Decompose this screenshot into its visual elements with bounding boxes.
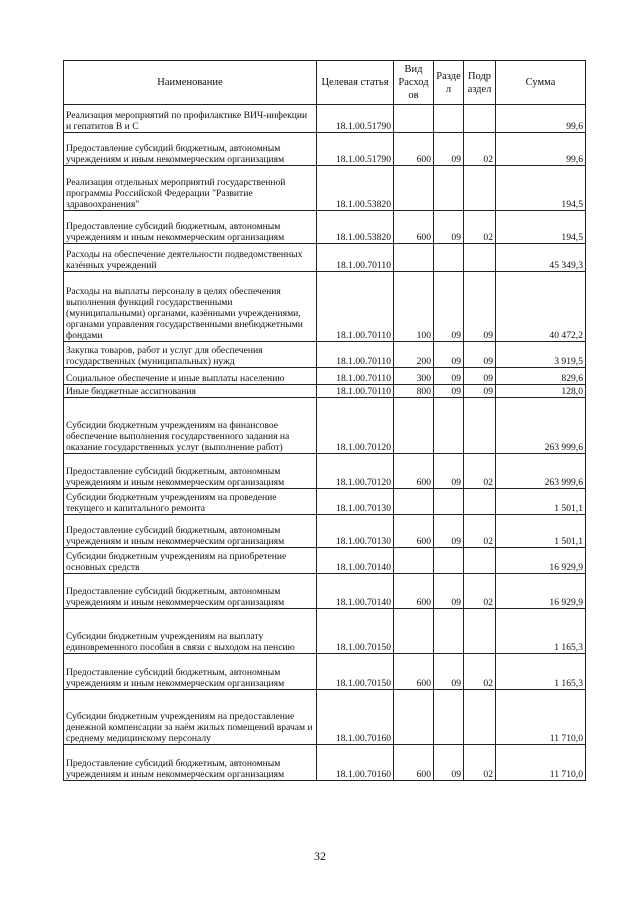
row-article: 18.1.00.70160: [317, 745, 394, 781]
row-name: Закупка товаров, работ и услуг для обеспечения государственных (муниципальных) нужд: [64, 342, 317, 368]
row-section: [434, 398, 464, 454]
row-subsection: 02: [464, 211, 496, 244]
row-expense-type: [394, 244, 434, 272]
row-sum: 263 999,6: [496, 398, 586, 454]
row-article: 18.1.00.70160: [317, 690, 394, 745]
row-section: 09: [434, 342, 464, 368]
row-article: 18.1.00.70140: [317, 574, 394, 609]
row-expense-type: [394, 609, 434, 654]
table-row: [64, 105, 586, 133]
row-section: 09: [434, 574, 464, 609]
row-sum: 3 919,5: [496, 342, 586, 368]
row-article: 18.1.00.70110: [317, 342, 394, 368]
row-article: 18.1.00.70120: [317, 454, 394, 489]
table-row: [64, 385, 586, 398]
row-sum: 128,0: [496, 385, 586, 398]
row-expense-type: 100: [394, 272, 434, 342]
row-article: 18.1.00.70110: [317, 272, 394, 342]
row-sum: 16 929,9: [496, 574, 586, 609]
row-section: 09: [434, 654, 464, 690]
row-section: [434, 690, 464, 745]
table-row: [64, 133, 586, 166]
row-sum: 11 710,0: [496, 745, 586, 781]
row-article: 18.1.00.70150: [317, 609, 394, 654]
row-section: [434, 489, 464, 515]
row-article: 18.1.00.70150: [317, 654, 394, 690]
row-article: 18.1.00.70110: [317, 385, 394, 398]
row-subsection: 09: [464, 272, 496, 342]
row-name: Реализация отдельных мероприятий государственной программы Российской Федерации "Развитие здравоохранения": [64, 166, 317, 211]
row-expense-type: [394, 489, 434, 515]
table-row: [64, 489, 586, 515]
row-subsection: [464, 548, 496, 574]
row-expense-type: [394, 398, 434, 454]
row-name: Расходы на обеспечение деятельности подведомственных казённых учреждений: [64, 244, 317, 272]
table-row: [64, 272, 586, 342]
table-row: [64, 368, 586, 385]
row-section: 09: [434, 385, 464, 398]
table-row: [64, 745, 586, 781]
row-name: Предоставление субсидий бюджетным, автономным учреждениям и иным некоммерческим организациям: [64, 211, 317, 244]
row-subsection: [464, 105, 496, 133]
row-subsection: 02: [464, 454, 496, 489]
table-row: [64, 609, 586, 654]
row-section: 09: [434, 211, 464, 244]
row-name: Предоставление субсидий бюджетным, автономным учреждениям и иным некоммерческим организациям: [64, 515, 317, 548]
row-sum: 1 165,3: [496, 654, 586, 690]
table-row: [64, 211, 586, 244]
row-expense-type: 600: [394, 654, 434, 690]
row-sum: 99,6: [496, 133, 586, 166]
row-section: [434, 548, 464, 574]
row-name: Реализация мероприятий по профилактике ВИЧ-инфекции и гепатитов В и С: [64, 105, 317, 133]
header-article: Целевая статья: [317, 61, 394, 105]
row-name: Предоставление субсидий бюджетным, автономным учреждениям и иным некоммерческим организациям: [64, 133, 317, 166]
row-subsection: [464, 489, 496, 515]
row-article: 18.1.00.53820: [317, 211, 394, 244]
row-name: Иные бюджетные ассигнования: [64, 385, 317, 398]
row-sum: 829,6: [496, 368, 586, 385]
row-sum: 1 501,1: [496, 489, 586, 515]
header-sum: Сумма: [496, 61, 586, 105]
row-expense-type: 600: [394, 515, 434, 548]
table-row: [64, 690, 586, 745]
row-expense-type: 600: [394, 211, 434, 244]
row-expense-type: [394, 548, 434, 574]
table-row: [64, 574, 586, 609]
row-name: Предоставление субсидий бюджетным, автономным учреждениям и иным некоммерческим организациям: [64, 654, 317, 690]
row-subsection: [464, 690, 496, 745]
row-article: 18.1.00.70110: [317, 244, 394, 272]
header-section: Разде л: [434, 61, 464, 105]
row-subsection: 09: [464, 385, 496, 398]
row-name: Субсидии бюджетным учреждениям на приобретение основных средств: [64, 548, 317, 574]
row-name: Субсидии бюджетным учреждениям на проведение текущего и капитального ремонта: [64, 489, 317, 515]
table-row: [64, 398, 586, 454]
row-section: 09: [434, 454, 464, 489]
budget-table: [63, 60, 586, 781]
row-section: 09: [434, 368, 464, 385]
table-row: [64, 548, 586, 574]
row-section: [434, 244, 464, 272]
row-subsection: 02: [464, 745, 496, 781]
row-name: Субсидии бюджетным учреждениям на финансовое обеспечение выполнения государственного задания на оказание государственных услуг (выполнение работ): [64, 398, 317, 454]
row-name: Субсидии бюджетным учреждениям на выплату единовременного пособия в связи с выходом на пенсию: [64, 609, 317, 654]
row-subsection: 09: [464, 368, 496, 385]
row-name: Предоставление субсидий бюджетным, автономным учреждениям и иным некоммерческим организациям: [64, 745, 317, 781]
row-name: Предоставление субсидий бюджетным, автономным учреждениям и иным некоммерческим организациям: [64, 574, 317, 609]
table-row: [64, 342, 586, 368]
table-row: [64, 515, 586, 548]
row-expense-type: 600: [394, 133, 434, 166]
row-section: 09: [434, 272, 464, 342]
row-article: 18.1.00.70130: [317, 489, 394, 515]
row-sum: 45 349,3: [496, 244, 586, 272]
table-row: [64, 166, 586, 211]
row-sum: 1 501,1: [496, 515, 586, 548]
row-article: 18.1.00.51790: [317, 133, 394, 166]
page-number: 32: [314, 849, 326, 863]
header-expense-type: Вид Расход ов: [394, 61, 434, 105]
row-name: Субсидии бюджетным учреждениям на предоставление денежной компенсации за наём жилых помещений врачам и среднему медицинскому персоналу: [64, 690, 317, 745]
row-expense-type: 200: [394, 342, 434, 368]
row-expense-type: 800: [394, 385, 434, 398]
row-subsection: 02: [464, 515, 496, 548]
table-header-row: [64, 61, 586, 105]
row-section: 09: [434, 745, 464, 781]
row-sum: 16 929,9: [496, 548, 586, 574]
table-row: [64, 454, 586, 489]
row-section: 09: [434, 133, 464, 166]
row-sum: 99,6: [496, 105, 586, 133]
row-name: Предоставление субсидий бюджетным, автономным учреждениям и иным некоммерческим организациям: [64, 454, 317, 489]
row-subsection: [464, 166, 496, 211]
row-subsection: [464, 244, 496, 272]
row-article: 18.1.00.70120: [317, 398, 394, 454]
row-article: 18.1.00.70130: [317, 515, 394, 548]
row-subsection: [464, 398, 496, 454]
row-sum: 40 472,2: [496, 272, 586, 342]
table-row: [64, 244, 586, 272]
row-sum: 263 999,6: [496, 454, 586, 489]
row-name: Социальное обеспечение и иные выплаты населению: [64, 368, 317, 385]
row-sum: 194,5: [496, 166, 586, 211]
row-section: [434, 609, 464, 654]
row-expense-type: 600: [394, 454, 434, 489]
row-sum: 11 710,0: [496, 690, 586, 745]
row-article: 18.1.00.70110: [317, 368, 394, 385]
row-section: 09: [434, 515, 464, 548]
row-section: [434, 105, 464, 133]
row-expense-type: 300: [394, 368, 434, 385]
row-article: 18.1.00.53820: [317, 166, 394, 211]
row-article: 18.1.00.70140: [317, 548, 394, 574]
row-expense-type: [394, 166, 434, 211]
row-subsection: 02: [464, 654, 496, 690]
row-section: [434, 166, 464, 211]
row-expense-type: 600: [394, 745, 434, 781]
header-subsection: Подр аздел: [464, 61, 496, 105]
row-sum: 194,5: [496, 211, 586, 244]
table-row: [64, 654, 586, 690]
row-subsection: 02: [464, 133, 496, 166]
row-expense-type: 600: [394, 574, 434, 609]
row-subsection: 09: [464, 342, 496, 368]
row-sum: 1 165,3: [496, 609, 586, 654]
header-name: Наименование: [64, 61, 317, 105]
row-name: Расходы на выплаты персоналу в целях обеспечения выполнения функций государственными (муниципальными) органами, казёнными учреждениями, органами управления государственными внебюджетными фондами: [64, 272, 317, 342]
row-article: 18.1.00.51790: [317, 105, 394, 133]
row-expense-type: [394, 105, 434, 133]
row-subsection: [464, 609, 496, 654]
row-subsection: 02: [464, 574, 496, 609]
row-expense-type: [394, 690, 434, 745]
